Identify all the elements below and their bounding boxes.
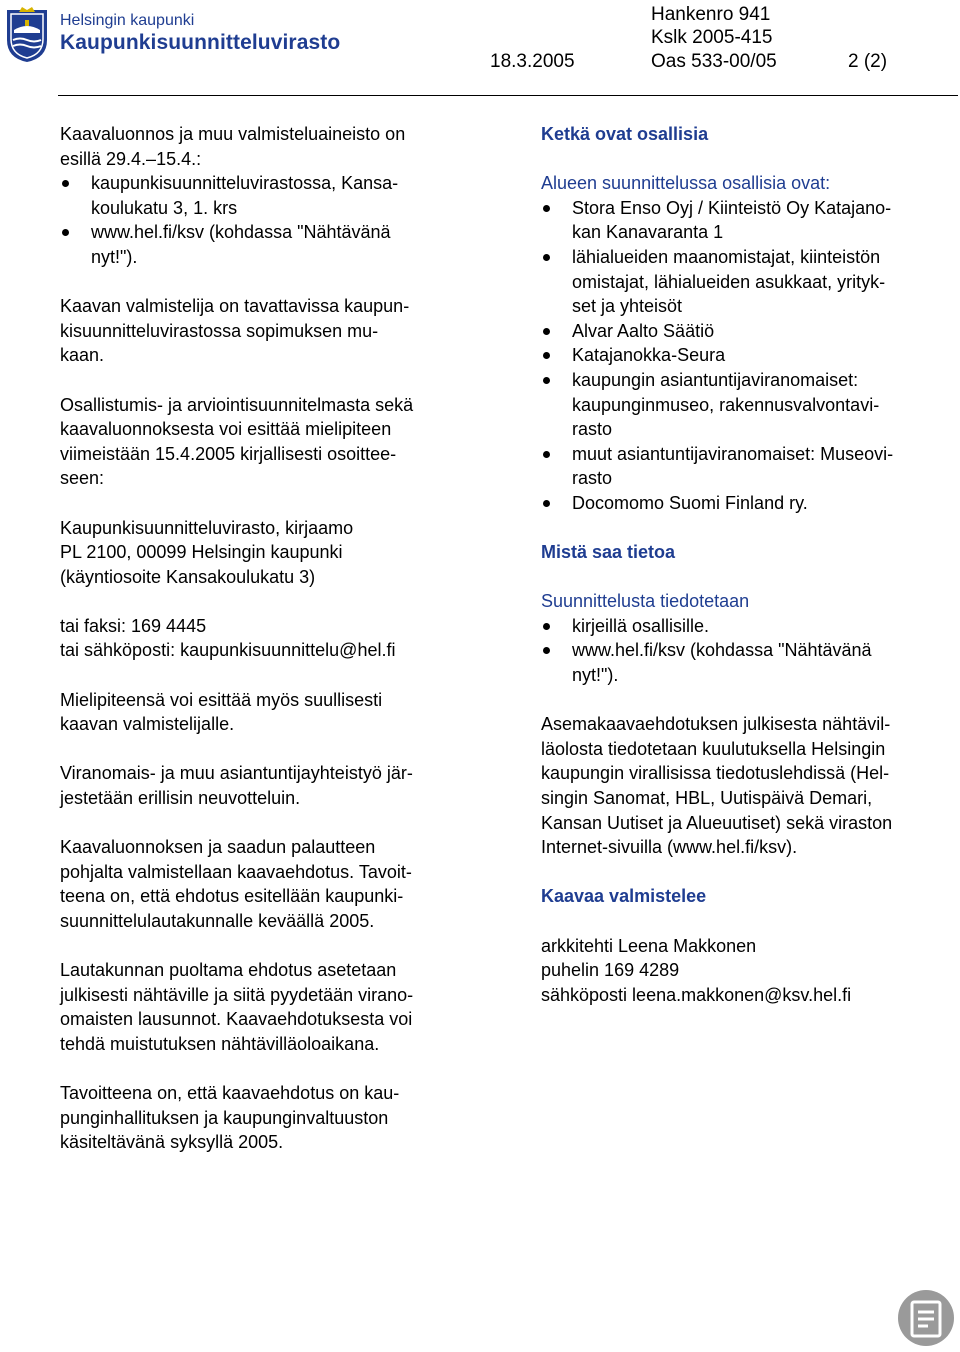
section-heading: Kaavaa valmistelee [541,886,707,907]
bullet-icon [543,254,550,261]
document-icon [896,1288,956,1348]
header-divider [58,95,958,96]
list-item: www.hel.fi/ksv (kohdassa "Nähtävänä nyt!"). [541,638,960,687]
list-item: www.hel.fi/ksv (kohdassa "Nähtävänä nyt!"). [60,220,500,269]
section-heading: Ketkä ovat osallisia [541,124,709,144]
department-name: Kaupunkisuunnitteluvirasto [60,31,341,54]
list-item: kaupungin asiantuntijaviranomaiset: kaupunginmuseo, rakennusvalvontavi- rasto [541,368,960,442]
oas-number: Oas 533-00/05 [651,51,777,72]
right-column [541,122,960,1007]
paragraph: Suunnittelusta tiedotetaan [541,591,750,612]
list-item: Katajanokka-Seura [541,343,960,368]
list-item: lähialueiden maanomistajat, kiinteistön omistajat, lähialueiden asukkaat, yrityk- set ja yhteisöt [541,245,960,319]
bullet-icon [62,229,69,236]
bullet-icon [543,500,550,507]
paragraph: Alueen suunnittelussa osallisia ovat: [541,173,831,194]
list-item: Docomomo Suomi Finland ry. [541,491,960,516]
list-item: muut asiantuntijaviranomaiset: Museovi- rasto [541,442,960,491]
paragraph: Osallistumis- ja arviointisuunnitelmasta sekä kaavaluonnoksesta voi esittää mielipiteen viimeistään 15.4.2005 kirjallisesti osoittee- seen: [60,394,414,489]
bullet-icon [543,377,550,384]
address-block: Kaupunkisuunnitteluvirasto, kirjaamo PL 2100, 00099 Helsingin kaupunki (käyntiosoite Kansakoulukatu 3) [60,517,354,587]
bullet-icon [543,352,550,359]
organization-name [60,12,340,56]
kslk-number: Kslk 2005-415 [651,27,773,48]
paragraph: Kaavan valmistelija on tavattavissa kaupun- kisuunnitteluvirastossa sopimuksen mu- kaan. [60,296,410,366]
project-number: Hankenro 941 [651,4,771,25]
page-number: 2 (2) [848,51,888,72]
bullet-icon [543,328,550,335]
paragraph: Kaavaluonnos ja muu valmisteluaineisto on esillä 29.4.–15.4.: [60,124,406,169]
list-item: Alvar Aalto Säätiö [541,319,960,344]
document-date: 18.3.2005 [490,51,575,72]
section-heading: Mistä saa tietoa [541,542,676,563]
paragraph: Lautakunnan puoltama ehdotus asetetaan julkisesti nähtäville ja siitä pyydetään virano- omaisten lausunnot. Kaavaehdotuksesta voi tehdä muistutuksen nähtävilläoloaikana. [60,960,414,1054]
contact-info: arkkitehti Leena Makkonen puhelin 169 4289 sähköposti leena.makkonen@ksv.hel.fi [541,935,852,1005]
bullet-icon [62,180,69,187]
paragraph: Mielipiteensä voi esittää myös suullisesti kaavan valmistelijalle. [60,689,383,735]
reference-numbers [651,3,772,49]
paragraph: Tavoitteena on, että kaavaehdotus on kau- punginhallituksen ja kaupunginvaltuuston käsiteltävänä syksyllä 2005. [60,1083,400,1153]
helsinki-crest-icon [4,6,50,64]
list-item: kirjeillä osallisille. [541,614,960,639]
paragraph: Kaavaluonnoksen ja saadun palautteen pohjalta valmistellaan kaavaehdotus. Tavoit- teena on, että ehdotus esitellään kaupunki- suunnittelulautakunnalle keväällä 2005. [60,837,412,931]
list-item: kaupunkisuunnitteluvirastossa, Kansa- koulukatu 3, 1. krs [60,171,500,220]
city-name: Helsingin kaupunki [60,12,195,29]
left-column [60,122,500,1155]
paragraph: Viranomais- ja muu asiantuntijayhteistyö jär- jestetään erillisin neuvotteluin. [60,763,413,809]
bullet-icon [543,623,550,630]
bullet-icon [543,647,550,654]
bullet-icon [543,451,550,458]
list-item: Stora Enso Oyj / Kiinteistö Oy Katajano- kan Kanavaranta 1 [541,196,960,245]
bullet-icon [543,205,550,212]
paragraph: Asemakaavaehdotuksen julkisesta nähtävil- läolosta tiedotetaan kuulutuksella Helsingin kaupungin virallisissa tiedotuslehdissä (Hel- singin Sanomat, HBL, Uutispäivä Demari, Kansan Uutiset ja Alueuutiset) sekä viraston Internet-sivuilla (www.hel.fi/ksv). [541,714,893,858]
contact-info: tai faksi: 169 4445 tai sähköposti: kaupunkisuunnittelu@hel.fi [60,615,396,661]
